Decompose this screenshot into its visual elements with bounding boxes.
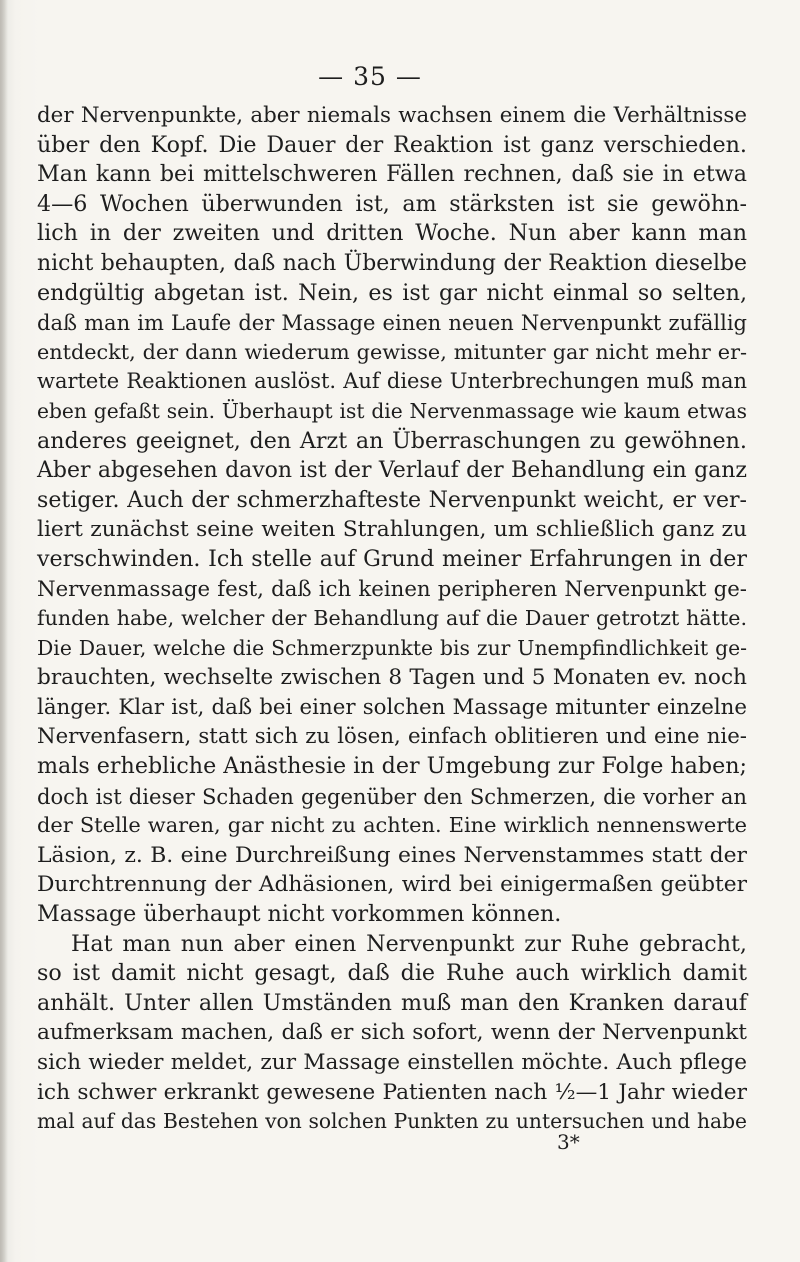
text-line: wartete Reaktionen auslöst. Auf diese Unterbrechungen muß man	[37, 369, 747, 394]
text-line: so ist damit nicht gesagt, daß die Ruhe auch wirklich damit	[37, 960, 747, 987]
text-line: mal auf das Bestehen von solchen Punkten zu untersuchen und habe	[37, 1109, 747, 1134]
text-line: verschwinden. Ich stelle auf Grund meiner Erfahrungen in der	[37, 545, 747, 572]
text-line: der Stelle waren, gar nicht zu achten. Eine wirklich nennenswerte	[37, 813, 747, 838]
text-line: entdeckt, der dann wiederum gewisse, mitunter gar nicht mehr er-	[37, 339, 747, 364]
text-line: Massage überhaupt nicht vorkommen können.	[37, 901, 562, 928]
text-line: Nervenfasern, statt sich zu lösen, einfach oblitieren und eine nie-	[37, 724, 747, 750]
text-line: über den Kopf. Die Dauer der Reaktion ist ganz verschieden.	[37, 131, 747, 158]
text-line: eben gefaßt sein. Überhaupt ist die Nervenmassage wie kaum etwas	[37, 398, 747, 423]
text-line: Aber abgesehen davon ist der Verlauf der Behandlung ein ganz	[37, 458, 747, 484]
page-number: — 35 —	[318, 62, 422, 91]
text-line: Die Dauer, welche die Schmerzpunkte bis zur Unempfindlichkeit ge-	[37, 635, 747, 660]
text-line: Durchtrennung der Adhäsionen, wird bei einigermaßen geübter	[37, 872, 747, 898]
text-line: endgültig abgetan ist. Nein, es ist gar nicht einmal so selten,	[37, 279, 747, 306]
text-line: setiger. Auch der schmerzhafteste Nervenpunkt weicht, er ver-	[37, 487, 747, 513]
text-line: länger. Klar ist, daß bei einer solchen Massage mitunter einzelne	[37, 694, 747, 720]
text-line: Hat man nun aber einen Nervenpunkt zur Ruhe gebracht,	[71, 930, 747, 957]
text-line: der Nervenpunkte, aber niemals wachsen einem die Verhältnisse	[37, 103, 747, 128]
text-line: anhält. Unter allen Umständen muß man den Kranken darauf	[37, 989, 747, 1016]
printer-signature-mark: 3*	[557, 1130, 580, 1154]
text-line: nicht behaupten, daß nach Überwindung der Reaktion dieselbe	[37, 250, 747, 276]
page-gutter-shadow	[0, 0, 8, 1262]
text-line: anderes geeignet, den Arzt an Überraschungen zu gewöhnen.	[37, 427, 747, 454]
text-line: 4—6 Wochen überwunden ist, am stärksten ist sie gewöhn-	[37, 190, 747, 217]
text-line: ich schwer erkrankt gewesene Patienten nach ½—1 Jahr wieder	[37, 1079, 747, 1105]
text-line: Nervenmassage fest, daß ich keinen peripheren Nervenpunkt ge-	[37, 576, 747, 602]
text-line: liert zunächst seine weiten Strahlungen, um schließlich ganz zu	[37, 517, 747, 543]
text-line: mals erhebliche Anästhesie in der Umgebung zur Folge haben;	[37, 753, 747, 780]
text-line: aufmerksam machen, daß er sich sofort, wenn der Nervenpunkt	[37, 1020, 747, 1046]
body-text	[37, 101, 747, 1137]
text-line: lich in der zweiten und dritten Woche. Nun aber kann man	[37, 220, 747, 247]
text-line: Läsion, z. B. eine Durchreißung eines Nervenstammes statt der	[37, 842, 747, 868]
text-line: doch ist dieser Schaden gegenüber den Schmerzen, die vorher an	[37, 783, 747, 809]
text-line: sich wieder meldet, zur Massage einstellen möchte. Auch pflege	[37, 1050, 747, 1075]
text-line: daß man im Laufe der Massage einen neuen Nervenpunkt zufällig	[37, 310, 747, 336]
text-line: funden habe, welcher der Behandlung auf die Dauer getrotzt hätte.	[37, 606, 747, 631]
text-line: brauchten, wechselte zwischen 8 Tagen und 5 Monaten ev. noch	[37, 665, 747, 691]
text-line: Man kann bei mittelschweren Fällen rechnen, daß sie in etwa	[37, 161, 747, 188]
